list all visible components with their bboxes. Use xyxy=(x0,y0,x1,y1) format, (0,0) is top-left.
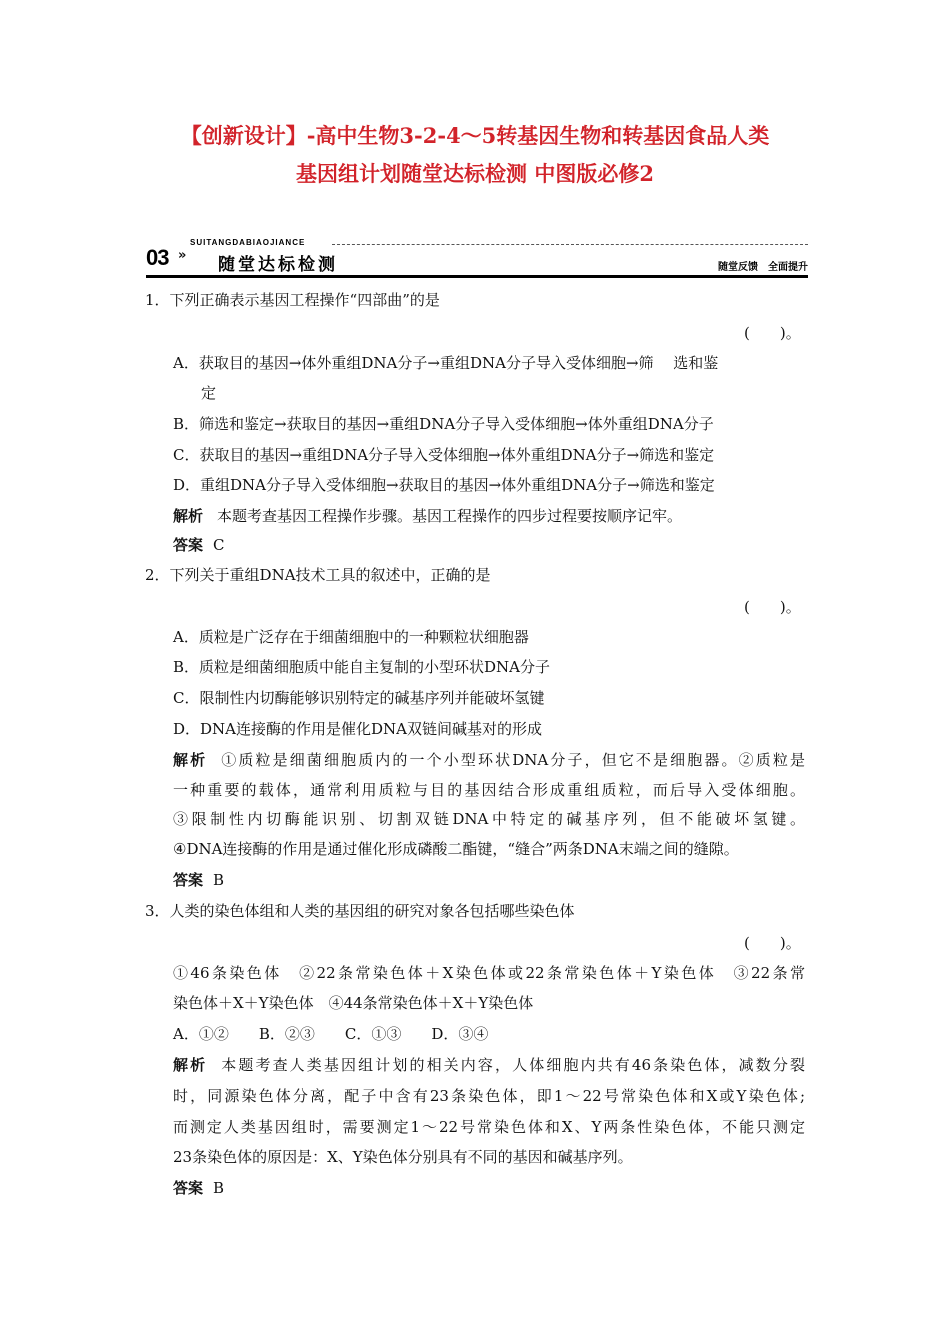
banner-rule xyxy=(146,275,808,278)
question-3-analysis-line-1 xyxy=(173,1054,805,1076)
question-3-analysis-line-3: 而测定人类基因组时，需要测定1～22号常染色体和X、Y两条性染色体，不能只测定 xyxy=(173,1118,805,1136)
answer-label: 答案 xyxy=(173,871,204,889)
answer-value: C xyxy=(213,536,225,554)
question-1-option-d: D．重组DNA分子导入受体细胞→获取目的基因→体外重组DNA分子→筛选和鉴定 xyxy=(173,476,715,494)
question-3-stem: 3．人类的染色体组和人类的基因组的研究对象各包括哪些染色体 xyxy=(145,902,575,920)
section-banner xyxy=(146,236,808,280)
question-1-analysis xyxy=(173,505,682,527)
question-3-analysis-line-4: 23条染色体的原因是：X、Y染色体分别具有不同的基因和碱基序列。 xyxy=(173,1148,633,1166)
analysis-text: 本题考查人类基因组计划的相关内容，人体细胞内共有46条染色体，减数分裂 xyxy=(221,1056,805,1074)
answer-value: B xyxy=(213,1179,225,1197)
section-heading: 随堂达标检测 xyxy=(218,255,338,275)
question-2-analysis-line-1 xyxy=(173,749,805,771)
question-2-stem: 2．下列关于重组DNA技术工具的叙述中，正确的是 xyxy=(145,566,491,584)
question-2-analysis-line-4: ④DNA连接酶的作用是通过催化形成磷酸二酯键，“缝合”两条DNA末端之间的缝隙。 xyxy=(173,840,739,858)
question-3-answer-blank: ( )。 xyxy=(744,934,801,952)
question-1-answer xyxy=(173,534,225,556)
question-2-answer-blank: ( )。 xyxy=(744,598,801,616)
question-3-analysis-line-2: 时，同源染色体分离，配子中含有23条染色体，即1～22号常染色体和X或Y染色体; xyxy=(173,1087,805,1105)
question-2-option-b: B．质粒是细菌细胞质中能自主复制的小型环状DNA分子 xyxy=(173,658,551,676)
question-3-items-line-1: ①46条染色体 ②22条常染色体＋X染色体或22条常染色体＋Y染色体 ③22条常 xyxy=(173,964,805,982)
question-2-option-c: C．限制性内切酶能够识别特定的碱基序列并能破坏氢键 xyxy=(173,689,545,707)
section-number: 03 xyxy=(146,245,169,270)
answer-label: 答案 xyxy=(173,1179,204,1197)
question-1-option-c: C．获取目的基因→重组DNA分子导入受体细胞→体外重组DNA分子→筛选和鉴定 xyxy=(173,446,715,464)
section-pinyin: SUITANGDABIAOJIANCE xyxy=(190,238,306,247)
question-1-stem: 1．下列正确表示基因工程操作“四部曲”的是 xyxy=(145,291,440,309)
document-title-line-2: 基因组计划随堂达标检测 中图版必修2 xyxy=(296,161,654,186)
section-subheading: 随堂反馈 全面提升 xyxy=(718,262,808,273)
analysis-label: 解析 xyxy=(173,507,204,525)
analysis-text: 本题考查基因工程操作步骤。基因工程操作的四步过程要按顺序记牢。 xyxy=(217,507,683,525)
question-1-option-b: B．筛选和鉴定→获取目的基因→重组DNA分子导入受体细胞→体外重组DNA分子 xyxy=(173,415,714,433)
chevron-icon: » xyxy=(178,248,187,263)
question-1-option-a-cont: 定 xyxy=(201,384,217,402)
analysis-label: 解析 xyxy=(173,1056,208,1074)
question-2-analysis-line-2: 一种重要的载体，通常利用质粒与目的基因结合形成重组质粒，而后导入受体细胞。 xyxy=(173,781,805,799)
analysis-label: 解析 xyxy=(173,751,208,769)
answer-label: 答案 xyxy=(173,536,204,554)
question-2-answer xyxy=(173,869,224,891)
question-2-analysis-line-3: ③限制性内切酶能识别、切割双链DNA中特定的碱基序列，但不能破坏氢键。 xyxy=(173,810,805,828)
document-title-line-1: 【创新设计】-高中生物3-2-4～5转基因生物和转基因食品人类 xyxy=(180,123,770,148)
question-1-answer-blank: ( )。 xyxy=(744,324,801,342)
question-1-option-a: A．获取目的基因→体外重组DNA分子→重组DNA分子导入受体细胞→筛 选和鉴 xyxy=(173,354,719,372)
question-3-answer xyxy=(173,1177,224,1199)
question-3-items-line-2: 染色体＋X＋Y染色体 ④44条常染色体＋X＋Y染色体 xyxy=(173,994,534,1012)
banner-dashed-line xyxy=(332,244,808,245)
question-3-choices: A．①② B．②③ C．①③ D．③④ xyxy=(173,1025,489,1043)
question-2-option-a: A．质粒是广泛存在于细菌细胞中的一种颗粒状细胞器 xyxy=(173,628,529,646)
analysis-text: ①质粒是细菌细胞质内的一个小型环状DNA分子，但它不是细胞器。②质粒是 xyxy=(221,751,805,769)
answer-value: B xyxy=(213,871,225,889)
question-2-option-d: D．DNA连接酶的作用是催化DNA双链间碱基对的形成 xyxy=(173,720,542,738)
